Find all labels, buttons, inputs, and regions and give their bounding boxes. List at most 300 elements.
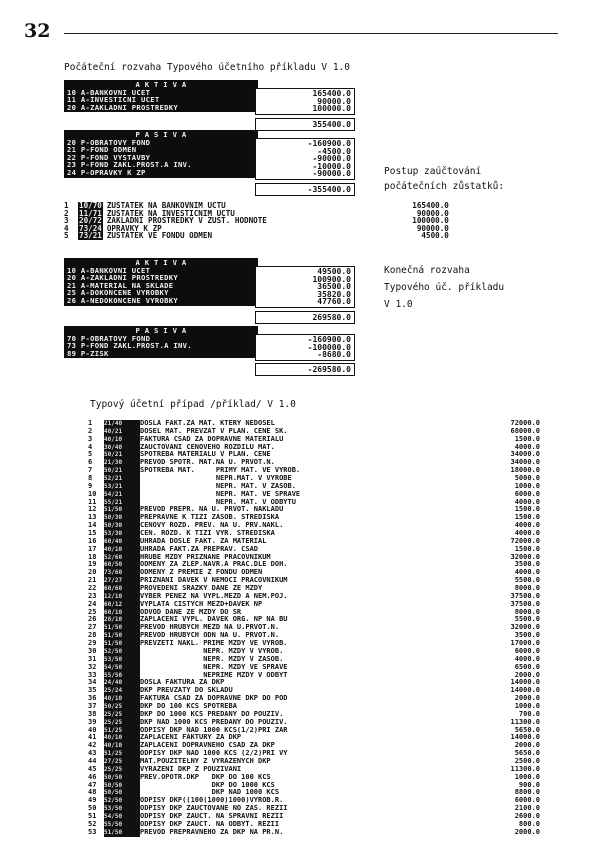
transaction-account-code: 50/50 xyxy=(104,789,140,797)
transaction-text: ODVOD DANE ZE MZDY DO SR xyxy=(140,608,242,616)
transaction-text: ODPISY DKP((100(1000)1000)VYROB.R. xyxy=(140,797,284,805)
transaction-text: SPOTREBA MAT. PRIMY MAT. VE VYROB. xyxy=(140,467,301,475)
balance-account-value: 165400.0 xyxy=(312,89,351,98)
balance-account-label: 20 A-ZAKLADNI PROSTREDKY xyxy=(67,102,179,112)
transaction-number: 15 xyxy=(88,529,97,538)
transaction-amount: 4000.0 xyxy=(514,497,540,506)
transaction-text: VYBER PENEZ NA VYPL.MEZD A NEM.POJ. xyxy=(140,592,288,600)
transaction-text: PREVOD PREPR. NA U. PRVOT. NAKLADU xyxy=(140,506,284,514)
transaction-number: 25 xyxy=(88,607,97,616)
transaction-row xyxy=(88,632,548,640)
transaction-account-code: 40/10 xyxy=(104,546,140,554)
transaction-account-code: 40/10 xyxy=(104,734,140,742)
transaction-amount: 17000.0 xyxy=(510,639,540,648)
transaction-account-code: 60/12 xyxy=(104,601,140,609)
closing-pasiva-block xyxy=(64,326,258,358)
balance-account-value: -160900.0 xyxy=(307,139,351,148)
transaction-number: 31 xyxy=(88,654,97,663)
case-title: Typový účetní případ /příklad/ V 1.0 xyxy=(90,399,296,410)
transaction-amount: 6000.0 xyxy=(514,646,540,655)
transaction-account-code: 54/50 xyxy=(104,813,140,821)
posting-number: 3 xyxy=(64,216,69,226)
transaction-amount: 6000.0 xyxy=(514,489,540,498)
transaction-amount: 32000.0 xyxy=(510,552,540,561)
posting-account-code: 73/21 xyxy=(79,231,102,241)
transaction-account-code: 21/40 xyxy=(104,420,140,428)
transaction-amount: 1500.0 xyxy=(514,544,540,553)
transaction-amount: 72000.0 xyxy=(510,536,540,545)
transaction-row xyxy=(88,624,548,632)
closing-aktiva-block xyxy=(64,258,258,306)
posting-amount: 90000.0 xyxy=(416,223,449,233)
transaction-account-code: 55/50 xyxy=(104,672,140,680)
transaction-number: 48 xyxy=(88,788,97,797)
balance-header: P A S I V A xyxy=(135,326,187,335)
transaction-amount: 4000.0 xyxy=(514,568,540,577)
transaction-amount: 1500.0 xyxy=(514,434,540,443)
transaction-number: 3 xyxy=(88,434,93,443)
transaction-account-code: 51/25 xyxy=(104,727,140,735)
transaction-amount: 34000.0 xyxy=(510,450,540,459)
transaction-number: 6 xyxy=(88,458,93,467)
transaction-number: 50 xyxy=(88,804,97,813)
balance-account-value: 47760.0 xyxy=(317,297,351,307)
transaction-row xyxy=(88,711,548,719)
transaction-number: 45 xyxy=(88,764,97,773)
transaction-text: PREVOD SPOTR. MAT.NA U. PRVOT.N. xyxy=(140,459,275,467)
transaction-text: DKP PREVZATY DO SKLADU xyxy=(140,687,233,695)
transaction-number: 41 xyxy=(88,733,97,742)
transaction-text: ODPISY DKP NAD 1000 KCS (2/2)PRI VY xyxy=(140,750,288,758)
transaction-account-code: 40/10 xyxy=(104,742,140,750)
transaction-account-code: 51/50 xyxy=(104,829,140,837)
balance-account-label: 23 P-FOND ZAKL.PROST.A INV. xyxy=(67,160,192,170)
transaction-account-code: 40/10 xyxy=(104,695,140,703)
transaction-row xyxy=(88,577,548,585)
closing-aktiva-values xyxy=(255,266,355,308)
balance-account-label: 89 P-ZISK xyxy=(67,348,109,358)
transaction-text: UHRADA FAKT.ZA PREPRAV. CSAD xyxy=(140,545,259,553)
transaction-text: DOSEL MAT. PREVZAT V PLAN. CENE SK. xyxy=(140,427,288,435)
balance-account-value: 49500.0 xyxy=(317,267,351,276)
transaction-amount: 1500.0 xyxy=(514,505,540,514)
transaction-amount: 6000.0 xyxy=(514,796,540,805)
transaction-number: 34 xyxy=(88,678,97,687)
posting-list xyxy=(64,202,484,240)
balance-account-label: 25 A-DOKONCENE VYROBKY xyxy=(67,288,169,298)
transaction-amount: 1000.0 xyxy=(514,481,540,490)
transaction-account-code: 52/50 xyxy=(104,797,140,805)
transaction-text: PREVZETI NAKL. PRIME MZDY VE VYROB. xyxy=(140,640,288,648)
transaction-row xyxy=(88,695,548,703)
balance-account-label: 24 P-OPRAVKY K ZP xyxy=(67,167,146,177)
transaction-row xyxy=(88,774,548,782)
transaction-row xyxy=(88,569,548,577)
transaction-amount: 2000.0 xyxy=(514,827,540,836)
balance-account-label: 20 P-OBRATOVY FOND xyxy=(67,137,151,147)
closing-aktiva-total: 269580.0 xyxy=(255,311,355,324)
transaction-text: PREVOD HRUBYCH ODN NA U. PRVOT.N. xyxy=(140,632,280,640)
transaction-number: 8 xyxy=(88,474,93,483)
closing-note: Konečná rozvaha Typového úč. příkladu V 1.0 xyxy=(384,265,505,310)
posting-text: ZUSTATEK NA INVESTICNIM UCTU xyxy=(106,208,235,218)
posting-number: 1 xyxy=(64,201,69,210)
transaction-account-code: 51/50 xyxy=(104,640,140,648)
transaction-list xyxy=(88,420,548,837)
transaction-account-code: 50/50 xyxy=(104,774,140,782)
transaction-text: ZAPLACENI DOPRAVNEHO CSAD ZA DKP xyxy=(140,742,275,750)
transaction-text: ODMENY ZA ZLEP.NAVR.A PRAC.DLE DOH. xyxy=(140,561,288,569)
transaction-amount: 3500.0 xyxy=(514,560,540,569)
header-rule xyxy=(64,33,558,34)
transaction-text: DOSLA FAKTURA ZA DKP xyxy=(140,679,225,687)
transaction-number: 28 xyxy=(88,631,97,640)
transaction-amount: 1000.0 xyxy=(514,772,540,781)
transaction-number: 33 xyxy=(88,670,97,679)
transaction-row xyxy=(88,703,548,711)
posting-account-code: 11/71 xyxy=(79,208,102,218)
posting-number: 2 xyxy=(64,208,69,218)
transaction-amount: 68000.0 xyxy=(510,426,540,435)
transaction-amount: 8000.0 xyxy=(514,607,540,616)
transaction-text: NEPRIME MZDY V ODBYT xyxy=(140,671,288,679)
transaction-account-code: 50/30 xyxy=(104,514,140,522)
transaction-number: 13 xyxy=(88,513,97,522)
transaction-amount: 2000.0 xyxy=(514,670,540,679)
transaction-text: HRUBE MZDY PRIZNANE PRACOVNIKUM xyxy=(140,553,271,561)
transaction-row xyxy=(88,451,548,459)
transaction-account-code: 50/30 xyxy=(104,522,140,530)
transaction-amount: 2000.0 xyxy=(514,694,540,703)
transaction-amount: 5000.0 xyxy=(514,474,540,483)
transaction-amount: 3500.0 xyxy=(514,631,540,640)
balance-account-value: 36500.0 xyxy=(317,282,351,292)
transaction-number: 42 xyxy=(88,741,97,750)
transaction-number: 11 xyxy=(88,497,97,506)
transaction-row xyxy=(88,719,548,727)
posting-amount: 165400.0 xyxy=(412,201,449,210)
transaction-number: 19 xyxy=(88,560,97,569)
transaction-text: NEPR.MAT. V VYROBE xyxy=(140,475,292,483)
transaction-text: DKP DO 1000 KCS PREDANY DO POUZIV. xyxy=(140,710,284,718)
transaction-amount: 5650.0 xyxy=(514,725,540,734)
transaction-account-code: 12/10 xyxy=(104,593,140,601)
transaction-amount: 2500.0 xyxy=(514,756,540,765)
transaction-text: ODPISY DKP NAD 1000 KCS(1/2)PRI ZAR xyxy=(140,726,288,734)
transaction-account-code: 50/21 xyxy=(104,467,140,475)
transaction-text: SPOTREBA MATERIALU V PLAN. CENE xyxy=(140,451,271,459)
transaction-number: 30 xyxy=(88,646,97,655)
transaction-text: PREVOD PREPRAVNEHO ZA DKP NA PR.N. xyxy=(140,828,284,836)
transaction-row xyxy=(88,727,548,735)
transaction-row xyxy=(88,648,548,656)
transaction-account-code: 60/40 xyxy=(104,538,140,546)
transaction-row xyxy=(88,821,548,829)
transaction-row xyxy=(88,687,548,695)
transaction-row xyxy=(88,459,548,467)
transaction-amount: 8800.0 xyxy=(514,788,540,797)
transaction-account-code: 27/25 xyxy=(104,758,140,766)
transaction-account-code: 60/10 xyxy=(104,609,140,617)
posting-number: 5 xyxy=(64,231,69,241)
transaction-account-code: 25/25 xyxy=(104,711,140,719)
transaction-account-code: 52/50 xyxy=(104,648,140,656)
transaction-row xyxy=(88,766,548,774)
transaction-account-code: 50/25 xyxy=(104,703,140,711)
transaction-number: 21 xyxy=(88,576,97,585)
transaction-account-code: 60/50 xyxy=(104,561,140,569)
transaction-amount: 32000.0 xyxy=(510,623,540,632)
transaction-text: CENOVY ROZD. PREV. NA U. PRV.NAKL. xyxy=(140,522,284,530)
transaction-text: NEPR. MAT. VE SPRAVE xyxy=(140,490,301,498)
transaction-amount: 700.0 xyxy=(518,709,540,718)
balance-account-value: -10000.0 xyxy=(312,161,351,171)
posting-amount: 90000.0 xyxy=(416,208,449,218)
transaction-amount: 5500.0 xyxy=(514,615,540,624)
transaction-number: 35 xyxy=(88,686,97,695)
transaction-account-code: 51/50 xyxy=(104,624,140,632)
transaction-number: 39 xyxy=(88,717,97,726)
transaction-account-code: 24/40 xyxy=(104,679,140,687)
transaction-row xyxy=(88,467,548,475)
transaction-amount: 11300.0 xyxy=(510,717,540,726)
transaction-account-code: 53/50 xyxy=(104,656,140,664)
transaction-row xyxy=(88,734,548,742)
transaction-number: 27 xyxy=(88,623,97,632)
transaction-row xyxy=(88,585,548,593)
transaction-account-code: 52/60 xyxy=(104,554,140,562)
posting-text: ZUSTATEK VE FONDU ODMEN xyxy=(106,231,213,241)
opening-title: Počáteční rozvaha Typového účetního příkladu V 1.0 xyxy=(64,62,350,73)
transaction-number: 16 xyxy=(88,536,97,545)
transaction-number: 36 xyxy=(88,694,97,703)
transaction-number: 22 xyxy=(88,584,97,593)
posting-row xyxy=(64,232,484,240)
transaction-row xyxy=(88,444,548,452)
transaction-amount: 2600.0 xyxy=(514,811,540,820)
transaction-account-code: 25/24 xyxy=(104,687,140,695)
closing-pasiva-values xyxy=(255,334,355,361)
transaction-text: NEPR. MZDY V ZASOB. xyxy=(140,655,284,663)
balance-account-value: 35820.0 xyxy=(317,289,351,299)
transaction-number: 14 xyxy=(88,521,97,530)
transaction-text: DKP DO 1000 KCS xyxy=(140,781,275,789)
transaction-row xyxy=(88,538,548,546)
transaction-account-code: 55/21 xyxy=(104,499,140,507)
transaction-text: DKP DO 100 KCS SPOTREBA xyxy=(140,702,237,710)
transaction-text: PREVOD HRUBYCH MEZD NA U.PRVOT.N. xyxy=(140,624,280,632)
transaction-account-code: 30/40 xyxy=(104,444,140,452)
balance-header: A K T I V A xyxy=(135,80,187,89)
balance-account-label: 20 A-ZAKLADNI PROSTREDKY xyxy=(67,273,179,283)
transaction-number: 47 xyxy=(88,780,97,789)
transaction-amount: 1500.0 xyxy=(514,513,540,522)
transaction-amount: 34000.0 xyxy=(510,458,540,467)
transaction-row xyxy=(88,522,548,530)
transaction-amount: 8000.0 xyxy=(514,584,540,593)
transaction-amount: 4000.0 xyxy=(514,654,540,663)
transaction-text: VYRAZENI DKP Z POUZIVANI xyxy=(140,765,242,773)
transaction-number: 2 xyxy=(88,426,93,435)
transaction-amount: 1000.0 xyxy=(514,701,540,710)
transaction-text: NEPR. MZDY VE SPRAVE xyxy=(140,663,288,671)
transaction-number: 7 xyxy=(88,466,93,475)
transaction-row xyxy=(88,616,548,624)
posting-number: 4 xyxy=(64,223,69,233)
transaction-text: PREV.OPOTR.DKP DKP DO 100 KCS xyxy=(140,773,271,781)
transaction-number: 52 xyxy=(88,819,97,828)
transaction-account-code: 25/25 xyxy=(104,719,140,727)
transaction-row xyxy=(88,436,548,444)
transaction-account-code: 73/60 xyxy=(104,569,140,577)
transaction-text: DOSLA FAKT.ZA MAT. KTERY NEDOSEL xyxy=(140,420,275,427)
transaction-number: 23 xyxy=(88,591,97,600)
transaction-number: 46 xyxy=(88,772,97,781)
transaction-text: ZAPLACENI FAKTURY ZA DKP xyxy=(140,734,242,742)
transaction-account-code: 51/50 xyxy=(104,506,140,514)
transaction-row xyxy=(88,609,548,617)
transaction-row xyxy=(88,829,548,837)
transaction-number: 40 xyxy=(88,725,97,734)
transaction-row xyxy=(88,679,548,687)
transaction-row xyxy=(88,805,548,813)
transaction-amount: 11300.0 xyxy=(510,764,540,773)
transaction-text: FAKTURA CSAD ZA DOPRAVNE MATERIALU xyxy=(140,435,284,443)
balance-account-value: -90000.0 xyxy=(312,169,351,179)
transaction-row xyxy=(88,664,548,672)
transaction-row xyxy=(88,530,548,538)
transaction-number: 49 xyxy=(88,796,97,805)
transaction-text: PROVEDENI SRAZKY DANE ZE MZDY xyxy=(140,585,263,593)
transaction-account-code: 40/21 xyxy=(104,428,140,436)
balance-account-value: 90000.0 xyxy=(317,96,351,106)
transaction-row xyxy=(88,640,548,648)
transaction-row xyxy=(88,499,548,507)
transaction-row xyxy=(88,813,548,821)
posting-account-code: 20/72 xyxy=(79,216,102,226)
transaction-amount: 900.0 xyxy=(518,780,540,789)
transaction-text: CEN. ROZD. K TIZI VYR. STREDISKA xyxy=(140,530,275,538)
transaction-account-code: 53/21 xyxy=(104,483,140,491)
transaction-account-code: 51/50 xyxy=(104,632,140,640)
transaction-account-code: 40/10 xyxy=(104,436,140,444)
transaction-amount: 2100.0 xyxy=(514,804,540,813)
transaction-row xyxy=(88,483,548,491)
balance-account-value: -4500.0 xyxy=(317,146,351,156)
transaction-row xyxy=(88,506,548,514)
transaction-account-code: 25/25 xyxy=(104,766,140,774)
transaction-text: ODPISY DKP ZAUCT. NA SPRAVNI REZII xyxy=(140,812,284,820)
transaction-number: 24 xyxy=(88,599,97,608)
transaction-amount: 5650.0 xyxy=(514,749,540,758)
transaction-row xyxy=(88,491,548,499)
balance-account-value: -90000.0 xyxy=(312,154,351,164)
transaction-account-code: 53/30 xyxy=(104,530,140,538)
opening-aktiva-values xyxy=(255,88,355,115)
transaction-text: FAKTURA CSAD ZA DOPRAVNE DKP DO POD xyxy=(140,695,288,703)
transaction-number: 51 xyxy=(88,811,97,820)
transaction-amount: 800.0 xyxy=(518,819,540,828)
transaction-amount: 18000.0 xyxy=(510,466,540,475)
transaction-row xyxy=(88,742,548,750)
transaction-row xyxy=(88,789,548,797)
transaction-account-code: 54/21 xyxy=(104,491,140,499)
transaction-row xyxy=(88,656,548,664)
transaction-number: 18 xyxy=(88,552,97,561)
transaction-text: PREPRAVNE K TIZI ZASOB. STREDISKA xyxy=(140,514,280,522)
posting-account-code: 10/70 xyxy=(79,201,102,210)
transaction-amount: 72000.0 xyxy=(510,419,540,427)
posting-text: ZAKLADNI PROSTREDKY V ZUST. HODNOTE xyxy=(106,216,267,226)
transaction-number: 12 xyxy=(88,505,97,514)
transaction-row xyxy=(88,428,548,436)
posting-note: Postup zaúčtování počátečních zůstatků: xyxy=(384,166,505,192)
balance-account-label: 22 P-FOND VYSTAVBY xyxy=(67,152,151,162)
transaction-row xyxy=(88,546,548,554)
transaction-amount: 4000.0 xyxy=(514,529,540,538)
opening-pasiva-values xyxy=(255,138,355,180)
page-number: 32 xyxy=(24,20,51,42)
transaction-number: 32 xyxy=(88,662,97,671)
transaction-amount: 14000.0 xyxy=(510,678,540,687)
transaction-text: ZAPLACENI VYPL. DAVEK ORG. NP NA BU xyxy=(140,616,288,624)
balance-account-value: -100000.0 xyxy=(307,342,351,352)
balance-account-value: -8680.0 xyxy=(317,350,351,360)
transaction-number: 10 xyxy=(88,489,97,498)
balance-account-value: 100900.0 xyxy=(312,274,351,284)
transaction-number: 9 xyxy=(88,481,93,490)
posting-text: OPRAVKY K ZP xyxy=(106,223,162,233)
transaction-number: 4 xyxy=(88,442,93,451)
transaction-row xyxy=(88,750,548,758)
transaction-number: 53 xyxy=(88,827,97,836)
transaction-text: MAT.POUZITELNY Z VYRAZENYCH DKP xyxy=(140,757,271,765)
transaction-text: ODPISY DKP ZAUCTOVANE NO ZAS. REZII xyxy=(140,805,288,813)
transaction-row xyxy=(88,593,548,601)
transaction-account-code: 50/21 xyxy=(104,451,140,459)
transaction-amount: 37500.0 xyxy=(510,591,540,600)
transaction-account-code: 55/50 xyxy=(104,821,140,829)
opening-pasiva-total: -355400.0 xyxy=(255,183,355,196)
transaction-account-code: 21/30 xyxy=(104,459,140,467)
transaction-number: 29 xyxy=(88,639,97,648)
transaction-account-code: 53/50 xyxy=(104,805,140,813)
balance-account-value: -160900.0 xyxy=(307,335,351,344)
transaction-account-code: 52/21 xyxy=(104,475,140,483)
closing-pasiva-total: -269580.0 xyxy=(255,363,355,376)
transaction-account-code: 27/27 xyxy=(104,577,140,585)
transaction-number: 26 xyxy=(88,615,97,624)
transaction-number: 17 xyxy=(88,544,97,553)
transaction-account-code: 54/50 xyxy=(104,664,140,672)
transaction-text: DKP NAD 1000 KCS PREDANY DO POUZIV. xyxy=(140,718,288,726)
posting-amount: 100000.0 xyxy=(412,216,449,226)
opening-pasiva-block xyxy=(64,130,258,178)
transaction-row xyxy=(88,758,548,766)
transaction-text: ZAUCTOVANI CENOVEHO ROZDILU MAT. xyxy=(140,443,275,451)
transaction-account-code: 51/25 xyxy=(104,750,140,758)
balance-account-label: 21 P-FOND ODMEN xyxy=(67,145,137,155)
balance-header: A K T I V A xyxy=(135,258,187,267)
transaction-number: 43 xyxy=(88,749,97,758)
transaction-row xyxy=(88,672,548,680)
balance-account-label: 11 A-INVESTICNI UCET xyxy=(67,95,160,105)
transaction-text: ODPISY DKP ZAUCT. NA ODBYT. REZII xyxy=(140,820,280,828)
transaction-number: 5 xyxy=(88,450,93,459)
balance-account-label: 73 P-FOND ZAKL.PROST.A INV. xyxy=(67,341,192,351)
transaction-amount: 4000.0 xyxy=(514,442,540,451)
transaction-row xyxy=(88,797,548,805)
